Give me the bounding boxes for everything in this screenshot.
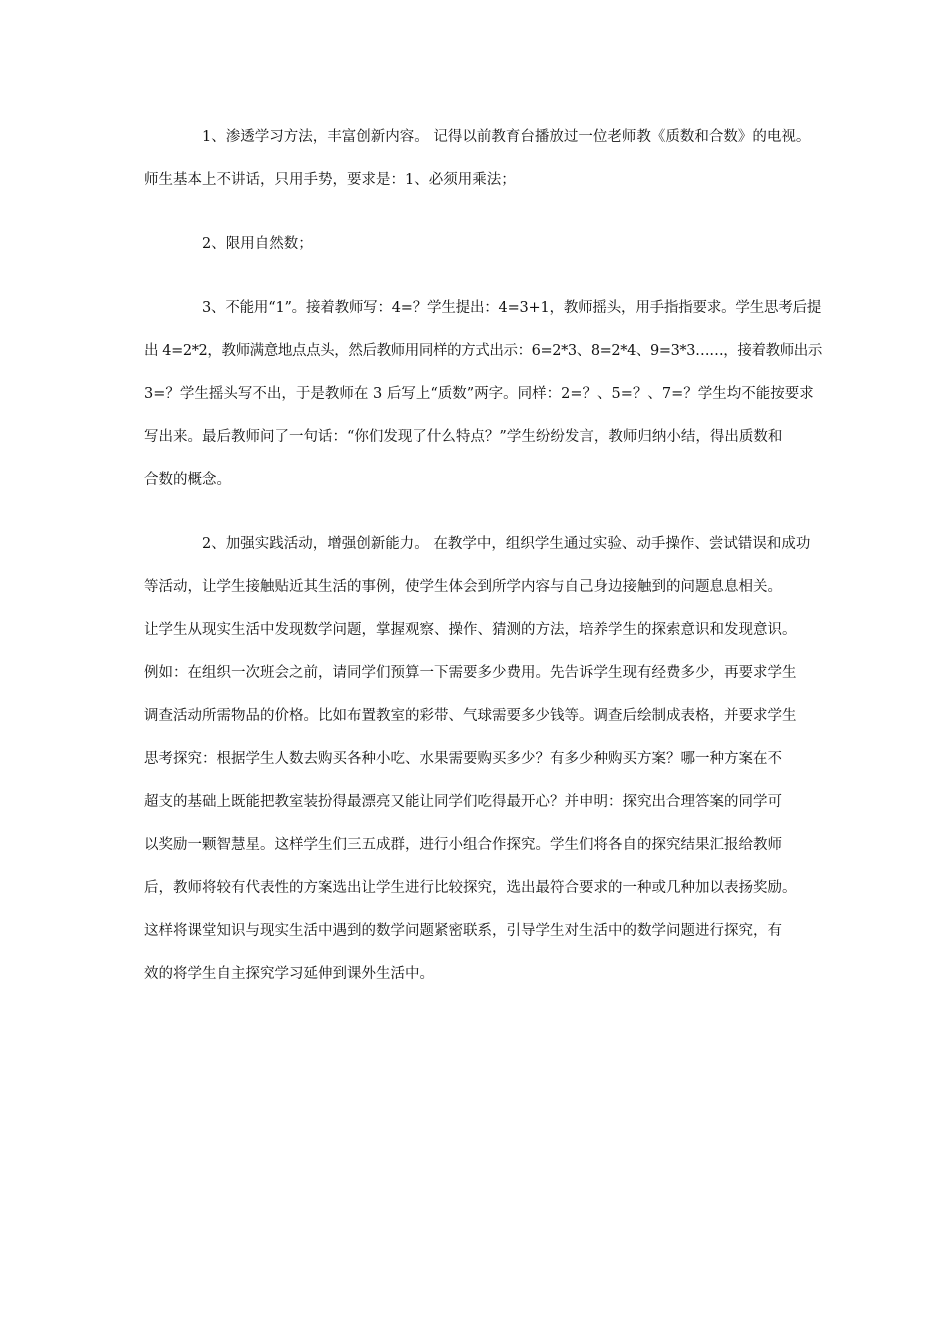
paragraph-line: 师生基本上不讲话，只用手势，要求是：1、必须用乘法； [144,172,516,188]
paragraph-line: 等活动，让学生接触贴近其生活的事例，使学生体会到所学内容与自己身边接触到的问题息息相关。 [144,579,782,595]
paragraph-line: 调查活动所需物品的价格。比如布置教室的彩带、气球需要多少钱等。调查后绘制成表格，并要求学生 [144,708,797,724]
paragraph-line: 写出来。最后教师问了一句话：“你们发现了什么特点？”学生纷纷发言，教师归纳小结，得出质数和 [144,429,783,445]
paragraph-line: 效的将学生自主探究学习延伸到课外生活中。 [144,966,434,982]
paragraph-line: 超支的基础上既能把教室装扮得最漂亮又能让同学们吃得最开心？并申明：探究出合理答案的同学可 [144,794,782,810]
paragraph-line: 2、加强实践活动，增强创新能力。 在教学中，组织学生通过实验、动手操作、尝试错误和成功 [202,536,811,552]
document-body [144,116,823,996]
paragraph-3 [144,287,823,502]
paragraph-1 [144,116,816,202]
paragraph-line: 以奖励一颗智慧星。这样学生们三五成群，进行小组合作探究。学生们将各自的探究结果汇报给教师 [144,837,782,853]
paragraph-line: 例如：在组织一次班会之前，请同学们预算一下需要多少费用。先告诉学生现有经费多少，再要求学生 [144,665,797,681]
paragraph-2 [144,223,816,266]
paragraph-line: 思考探究：根据学生人数去购买各种小吃、水果需要购买多少？有多少种购买方案？哪一种方案在不 [144,751,782,767]
paragraph-line: 合数的概念。 [144,472,231,488]
paragraph-line: 1、渗透学习方法，丰富创新内容。 记得以前教育台播放过一位老师教《质数和合数》的电视。 [202,129,811,145]
paragraph-line: 3、不能用“1”。接着教师写：4=？学生提出：4=3+1，教师摇头，用手指指要求。学生思考后提 [202,300,822,316]
paragraph-line: 出 4=2*2，教师满意地点点头，然后教师用同样的方式出示：6=2*3、8=2*4、9=3*3……，接着教师出示 [144,343,823,359]
paragraph-line: 2、限用自然数； [202,236,313,252]
paragraph-4 [144,523,816,996]
paragraph-line: 让学生从现实生活中发现数学问题，掌握观察、操作、猜测的方法，培养学生的探索意识和发现意识。 [144,622,797,638]
paragraph-line: 这样将课堂知识与现实生活中遇到的数学问题紧密联系，引导学生对生活中的数学问题进行探究，有 [144,923,782,939]
paragraph-line: 3=？学生摇头写不出，于是教师在 3 后写上“质数”两字。同样：2=？、5=？、7=？学生均不能按要求 [144,386,814,402]
paragraph-line: 后，教师将较有代表性的方案选出让学生进行比较探究，选出最符合要求的一种或几种加以表扬奖励。 [144,880,797,896]
